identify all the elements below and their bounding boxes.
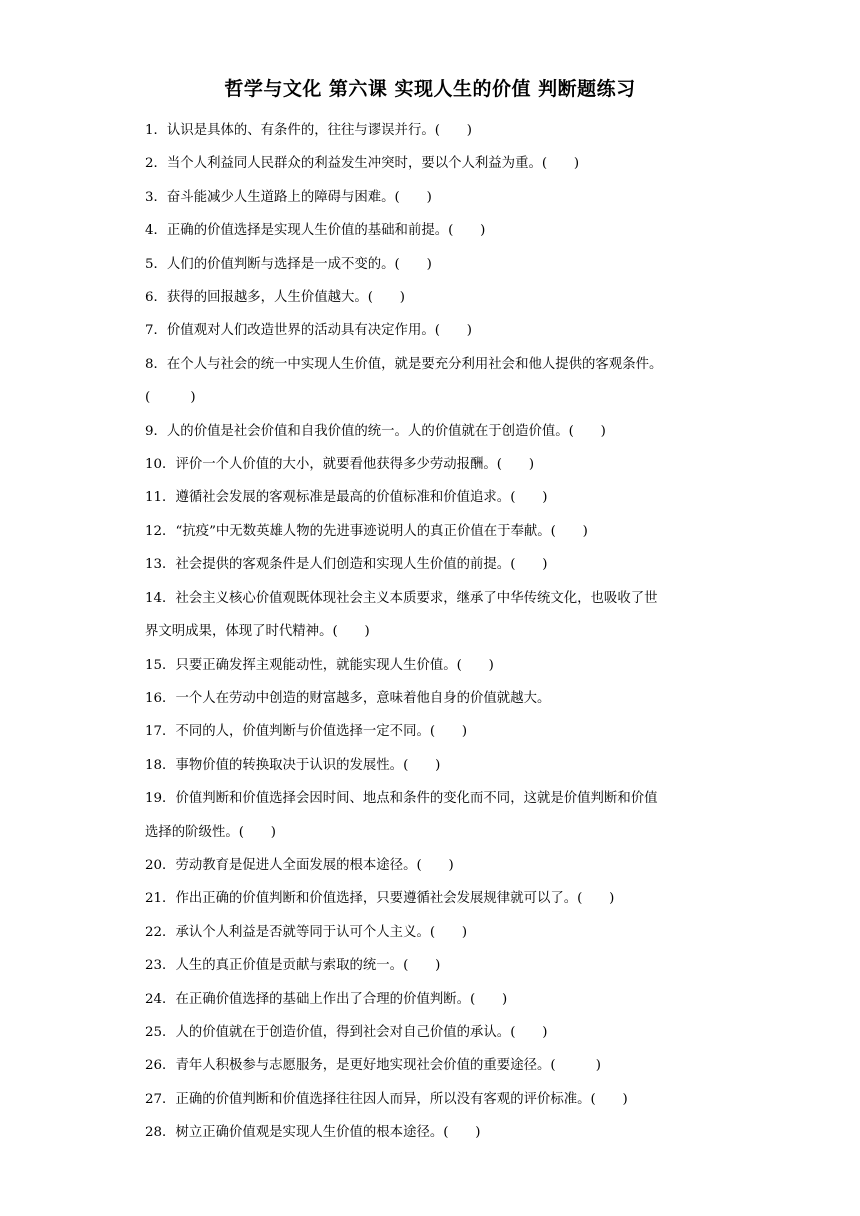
question-number: 21． <box>145 891 176 907</box>
question-number: 28． <box>145 1125 176 1141</box>
question-text: 遵循社会发展的客观标准是最高的价值标准和价值追求。( ) <box>175 490 548 506</box>
question-item <box>145 481 725 514</box>
question-number: 18． <box>145 757 176 773</box>
question-item <box>145 548 725 581</box>
question-text: 人的价值就在于创造价值，得到社会对自己价值的承认。( ) <box>175 1024 548 1040</box>
question-text: 不同的人，价值判断与价值选择一定不同。( ) <box>175 724 468 740</box>
question-item <box>145 715 725 748</box>
question-item <box>145 1016 725 1049</box>
question-text: 获得的回报越多，人生价值越大。( ) <box>166 290 406 306</box>
question-text: 承认个人利益是否就等同于认可个人主义。( ) <box>175 924 468 940</box>
question-item <box>145 749 725 782</box>
question-text: 社会提供的客观条件是人们创造和实现人生价值的前提。( ) <box>175 557 548 573</box>
question-text: 作出正确的价值判断和价值选择，只要遵循社会发展规律就可以了。( ) <box>175 891 615 907</box>
question-item <box>145 782 725 849</box>
question-text: 当个人利益同人民群众的利益发生冲突时，要以个人利益为重。( ) <box>166 156 580 172</box>
question-number: 23． <box>145 958 176 974</box>
question-number: 24． <box>145 991 176 1007</box>
question-item <box>145 682 725 715</box>
question-number: 5． <box>145 256 167 272</box>
question-text: 价值观对人们改造世界的活动具有决定作用。( ) <box>166 323 472 339</box>
question-number: 4． <box>145 223 167 239</box>
question-item <box>145 882 725 915</box>
question-text: 事物价值的转换取决于认识的发展性。( ) <box>175 757 441 773</box>
question-item <box>145 515 725 548</box>
question-item <box>145 1116 725 1149</box>
question-item <box>145 1049 725 1082</box>
question-number: 9． <box>145 423 167 439</box>
question-number: 20． <box>145 857 176 873</box>
question-number: 22． <box>145 924 176 940</box>
question-text: 青年人积极参与志愿服务，是更好地实现社会价值的重要途径。( ) <box>175 1058 601 1074</box>
question-item <box>145 582 725 649</box>
question-number: 8． <box>145 356 167 372</box>
question-item <box>145 849 725 882</box>
question-item <box>145 348 725 415</box>
question-number: 7． <box>145 323 167 339</box>
question-text-continuation: 选择的阶级性。( ) <box>145 824 276 840</box>
question-number: 1． <box>145 123 167 138</box>
question-number: 6． <box>145 290 167 306</box>
question-text: 社会主义核心价值观既体现社会主义本质要求，继承了中华传统文化，也吸收了世 <box>175 590 658 606</box>
question-item <box>145 649 725 682</box>
question-text: 一个人在劳动中创造的财富越多，意味着他自身的价值就越大。 <box>175 690 551 706</box>
question-text: 树立正确价值观是实现人生价值的根本途径。( ) <box>175 1125 481 1141</box>
question-number: 10． <box>145 457 176 473</box>
question-number: 13． <box>145 557 176 573</box>
question-item <box>145 448 725 481</box>
question-item <box>145 248 725 281</box>
question-item <box>145 983 725 1016</box>
question-number: 12． <box>145 523 176 539</box>
question-text: 在个人与社会的统一中实现人生价值，就是要充分利用社会和他人提供的客观条件。 <box>166 356 663 372</box>
question-number: 27． <box>145 1091 176 1107</box>
question-item <box>145 281 725 314</box>
question-text: “抗疫”中无数英雄人物的先进事迹说明人的真正价值在于奉献。( ) <box>175 523 588 539</box>
question-number: 17． <box>145 724 176 740</box>
question-number: 19． <box>145 791 176 807</box>
question-text: 评价一个人价值的大小，就要看他获得多少劳动报酬。( ) <box>175 457 535 473</box>
question-item <box>145 1083 725 1116</box>
question-number: 16． <box>145 690 176 706</box>
question-number: 11． <box>145 490 176 506</box>
question-number: 26． <box>145 1058 176 1074</box>
question-text-continuation: 界文明成果，体现了时代精神。( ) <box>145 624 370 640</box>
question-text: 人的价值是社会价值和自我价值的统一。人的价值就在于创造价值。( ) <box>166 423 606 439</box>
question-item <box>145 214 725 247</box>
question-item <box>145 181 725 214</box>
question-text: 人生的真正价值是贡献与索取的统一。( ) <box>175 958 441 974</box>
question-number: 3． <box>145 189 167 205</box>
question-text: 在正确价值选择的基础上作出了合理的价值判断。( ) <box>175 991 508 1007</box>
question-number: 14． <box>145 590 176 606</box>
question-text: 正确的价值选择是实现人生价值的基础和前提。( ) <box>166 223 486 239</box>
question-number: 2． <box>145 156 167 172</box>
question-text: 认识是具体的、有条件的，往往与谬误并行。( ) <box>166 123 472 138</box>
question-item <box>145 314 725 347</box>
question-text: 奋斗能减少人生道路上的障碍与困难。( ) <box>166 189 432 205</box>
question-item <box>145 114 725 147</box>
question-text: 劳动教育是促进人全面发展的根本途径。( ) <box>175 857 454 873</box>
question-item <box>145 949 725 982</box>
question-text: 价值判断和价值选择会因时间、地点和条件的变化而不同，这就是价值判断和价值 <box>175 791 658 807</box>
question-text-continuation: ( ) <box>145 390 196 406</box>
question-number: 15． <box>145 657 176 673</box>
question-list <box>145 114 725 1150</box>
question-item <box>145 415 725 448</box>
question-text: 正确的价值判断和价值选择往往因人而异，所以没有客观的评价标准。( ) <box>175 1091 628 1107</box>
question-item <box>145 147 725 180</box>
question-number: 25． <box>145 1024 176 1040</box>
page-title: 哲学与文化 第六课 实现人生的价值 判断题练习 <box>224 78 636 100</box>
question-item <box>145 916 725 949</box>
question-text: 只要正确发挥主观能动性，就能实现人生价值。( ) <box>175 657 494 673</box>
question-text: 人们的价值判断与选择是一成不变的。( ) <box>166 256 432 272</box>
